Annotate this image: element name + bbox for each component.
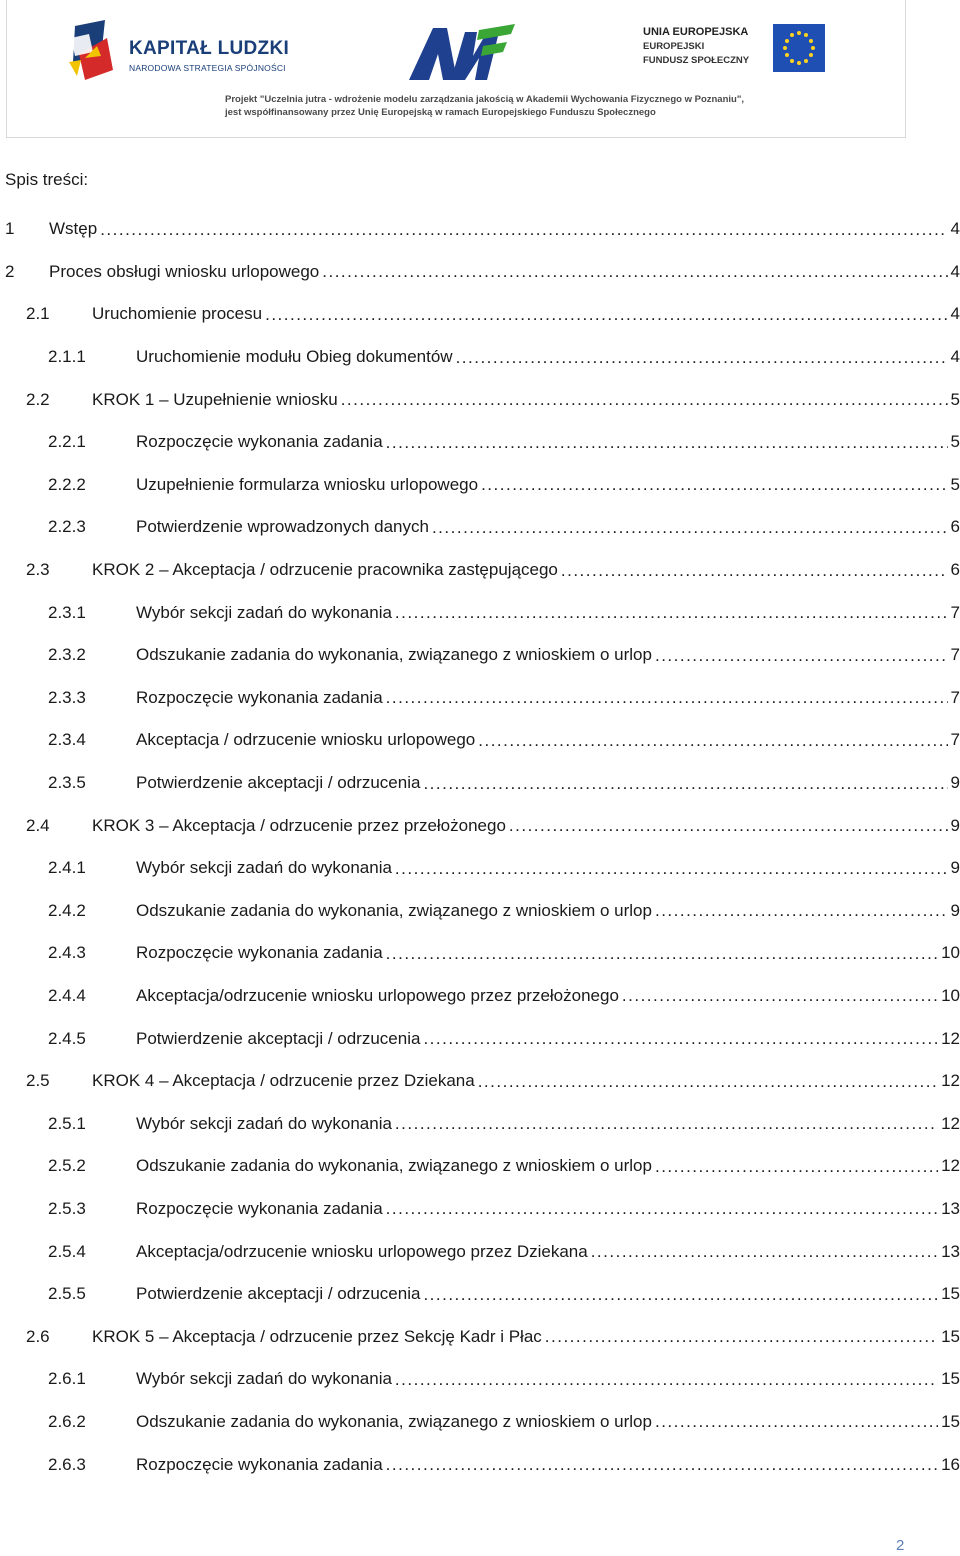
toc-entry[interactable] (0, 1358, 960, 1401)
toc-dot-leader (100, 221, 947, 238)
toc-entry-title: Potwierdzenie akceptacji / odrzucenia (136, 1028, 421, 1048)
toc-entry[interactable] (0, 464, 960, 507)
toc-dot-leader (423, 1286, 938, 1303)
toc-dot-leader (395, 860, 948, 877)
toc-entry-page: 16 (941, 1454, 960, 1474)
toc-entry-number: 2.4.2 (48, 900, 86, 920)
toc-entry-title: Akceptacja/odrzucenie wniosku urlopowego przez przełożonego (136, 985, 619, 1005)
toc-dot-leader (395, 1371, 938, 1388)
toc-entry-page: 4 (950, 347, 960, 367)
page-number: 2 (896, 1537, 905, 1554)
toc-entry-number: 2.2.1 (48, 432, 86, 452)
toc-entry-number: 2.2 (26, 389, 50, 409)
toc-entry-title: Uruchomienie modułu Obieg dokumentów (136, 347, 453, 367)
toc-entry-title: Rozpoczęcie wykonania zadania (136, 1198, 383, 1218)
toc-entry-title: Wybór sekcji zadań do wykonania (136, 858, 392, 878)
toc-entry-number: 2.6.3 (48, 1454, 86, 1474)
toc-dot-leader (509, 817, 948, 834)
kapital-ludzki-emblem-icon (67, 18, 127, 88)
toc-entry-number: 2.5 (26, 1071, 50, 1091)
toc-entry-number: 2.1.1 (48, 347, 86, 367)
toc-entry-page: 10 (941, 943, 960, 963)
toc-entry-title: Wybór sekcji zadań do wykonania (136, 1113, 392, 1133)
toc-entry-number: 2.6.2 (48, 1411, 86, 1431)
toc-entry-number: 2.3.1 (48, 602, 86, 622)
toc-dot-leader (478, 732, 947, 749)
project-line-1: Projekt "Uczelnia jutra - wdrożenie modelu zarządzania jakością w Akademii Wychowania Fizycznego w Poznaniu", (225, 94, 744, 105)
toc-entry-title: KROK 4 – Akceptacja / odrzucenie przez Dziekana (92, 1071, 475, 1091)
eu-logo (643, 22, 843, 84)
toc-entry-number: 1 (5, 219, 15, 239)
toc-entry-number: 2.5.3 (48, 1198, 86, 1218)
toc-dot-leader (655, 1413, 938, 1430)
toc-entry-title: KROK 5 – Akceptacja / odrzucenie przez Sekcję Kadr i Płac (92, 1326, 542, 1346)
toc-entry-page: 13 (941, 1198, 960, 1218)
toc-entry-title: KROK 1 – Uzupełnienie wniosku (92, 389, 338, 409)
toc-entry-number: 2.4.5 (48, 1028, 86, 1048)
toc-entry-page: 15 (941, 1284, 960, 1304)
toc-entry[interactable] (0, 1273, 960, 1316)
toc-entry[interactable] (0, 378, 960, 421)
toc-entry[interactable] (0, 1102, 960, 1145)
toc-entry-title: Wstęp (49, 219, 98, 239)
toc-entry[interactable] (0, 1060, 960, 1103)
toc-entry-number: 2.3.5 (48, 773, 86, 793)
toc-entry-number: 2.3.4 (48, 730, 86, 750)
toc-dot-leader (395, 604, 948, 621)
toc-dot-leader (456, 349, 948, 366)
toc-entry-number: 2.6 (26, 1326, 50, 1346)
toc-entry-title: Potwierdzenie akceptacji / odrzucenia (136, 1284, 421, 1304)
toc-heading: Spis treści: (5, 170, 89, 189)
toc-entry-title: Akceptacja / odrzucenie wniosku urlopowego (136, 730, 476, 750)
toc-entry[interactable] (0, 847, 960, 890)
toc-entry-number: 2.3.2 (48, 645, 86, 665)
toc-dot-leader (265, 306, 947, 323)
toc-dot-leader (386, 434, 948, 451)
toc-dot-leader (561, 562, 948, 579)
toc-entry-title: Wybór sekcji zadań do wykonania (136, 602, 392, 622)
toc-entry-number: 2.3 (26, 560, 50, 580)
toc-entry-page: 4 (950, 304, 960, 324)
toc-entry-title: KROK 3 – Akceptacja / odrzucenie przez przełożonego (92, 815, 506, 835)
toc-entry[interactable] (0, 549, 960, 592)
toc-entry-number: 2.5.4 (48, 1241, 86, 1261)
toc-entry-page: 5 (950, 432, 960, 452)
toc-entry-title: Potwierdzenie akceptacji / odrzucenia (136, 773, 421, 793)
eu-line-1: UNIA EUROPEJSKA (643, 26, 749, 38)
project-description (225, 93, 744, 119)
header-banner (6, 0, 906, 138)
toc-entry-title: Odszukanie zadania do wykonania, związanego z wnioskiem o urlop (136, 900, 652, 920)
toc-entry[interactable] (0, 1401, 960, 1444)
toc-entry-title: Odszukanie zadania do wykonania, związanego z wnioskiem o urlop (136, 1156, 652, 1176)
toc-entry-title: Wybór sekcji zadań do wykonania (136, 1369, 392, 1389)
toc-entry[interactable] (0, 1145, 960, 1188)
toc-entry-number: 2 (5, 261, 15, 281)
toc-entry[interactable] (0, 421, 960, 464)
toc-entry-number: 2.5.2 (48, 1156, 86, 1176)
toc-dot-leader (386, 945, 938, 962)
toc-entry-title: Akceptacja/odrzucenie wniosku urlopowego przez Dziekana (136, 1241, 588, 1261)
toc-entry-number: 2.6.1 (48, 1369, 86, 1389)
toc-entry[interactable] (0, 1017, 960, 1060)
toc-dot-leader (591, 1243, 938, 1260)
toc-entry-page: 6 (950, 517, 960, 537)
toc-entry[interactable] (0, 932, 960, 975)
awf-emblem-icon (407, 20, 517, 84)
toc-entry-page: 15 (941, 1411, 960, 1431)
toc-entry-page: 9 (950, 858, 960, 878)
toc-entry-page: 15 (941, 1369, 960, 1389)
toc-entry-page: 10 (941, 985, 960, 1005)
toc-entry-number: 2.4.1 (48, 858, 86, 878)
awf-logo (407, 20, 517, 84)
toc-dot-leader (386, 1200, 938, 1217)
toc-entry-title: Rozpoczęcie wykonania zadania (136, 943, 383, 963)
toc-entry-title: Uruchomienie procesu (92, 304, 263, 324)
toc-entry-page: 12 (941, 1113, 960, 1133)
toc-entry-page: 7 (950, 687, 960, 707)
toc-entry[interactable] (0, 208, 960, 251)
toc-dot-leader (341, 391, 948, 408)
toc-entry-title: Proces obsługi wniosku urlopowego (49, 261, 320, 281)
toc-dot-leader (423, 775, 947, 792)
toc-entry[interactable] (0, 1230, 960, 1273)
toc-entry[interactable] (0, 975, 960, 1018)
toc-entry-page: 15 (941, 1326, 960, 1346)
table-of-contents (0, 208, 960, 1486)
toc-entry[interactable] (0, 293, 960, 336)
toc-dot-leader (655, 1158, 938, 1175)
toc-entry[interactable] (0, 719, 960, 762)
toc-entry[interactable] (0, 890, 960, 933)
toc-entry-title: Potwierdzenie wprowadzonych danych (136, 517, 429, 537)
toc-entry-title: Odszukanie zadania do wykonania, związanego z wnioskiem o urlop (136, 1411, 652, 1431)
toc-entry[interactable] (0, 336, 960, 379)
toc-entry-page: 9 (950, 773, 960, 793)
toc-entry-page: 4 (950, 261, 960, 281)
toc-entry[interactable] (0, 506, 960, 549)
toc-dot-leader (655, 647, 948, 664)
toc-entry[interactable] (0, 634, 960, 677)
toc-dot-leader (481, 476, 947, 493)
toc-entry-page: 7 (950, 730, 960, 750)
toc-entry-page: 6 (950, 560, 960, 580)
toc-entry-title: Rozpoczęcie wykonania zadania (136, 432, 383, 452)
toc-entry-title: Rozpoczęcie wykonania zadania (136, 1454, 383, 1474)
toc-dot-leader (423, 1030, 938, 1047)
toc-dot-leader (655, 902, 948, 919)
toc-entry-page: 9 (950, 900, 960, 920)
toc-entry-title: KROK 2 – Akceptacja / odrzucenie pracownika zastępującego (92, 560, 558, 580)
toc-entry-page: 5 (950, 474, 960, 494)
toc-entry-number: 2.4.3 (48, 943, 86, 963)
toc-dot-leader (386, 689, 948, 706)
kapital-ludzki-subtitle: NARODOWA STRATEGIA SPÓJNOŚCI (129, 63, 286, 73)
eu-flag-icon (773, 24, 825, 72)
toc-entry-number: 2.4.4 (48, 985, 86, 1005)
toc-dot-leader (322, 263, 947, 280)
toc-entry[interactable] (0, 1188, 960, 1231)
toc-entry-page: 13 (941, 1241, 960, 1261)
toc-entry-title: Odszukanie zadania do wykonania, związanego z wnioskiem o urlop (136, 645, 652, 665)
toc-entry-number: 2.2.2 (48, 474, 86, 494)
toc-entry-page: 12 (941, 1156, 960, 1176)
toc-entry-title: Uzupełnienie formularza wniosku urlopowego (136, 474, 479, 494)
toc-entry[interactable] (0, 251, 960, 294)
toc-entry[interactable] (0, 1315, 960, 1358)
kapital-ludzki-title: KAPITAŁ LUDZKI (129, 38, 290, 59)
toc-entry[interactable] (0, 804, 960, 847)
eu-line-2: EUROPEJSKI (643, 41, 705, 52)
toc-dot-leader (386, 1456, 938, 1473)
toc-entry-page: 5 (950, 389, 960, 409)
toc-entry-title: Rozpoczęcie wykonania zadania (136, 687, 383, 707)
kapital-ludzki-logo (67, 18, 290, 88)
toc-entry[interactable] (0, 1443, 960, 1486)
toc-dot-leader (622, 987, 938, 1004)
toc-entry-number: 2.5.1 (48, 1113, 86, 1133)
project-line-2: jest współfinansowany przez Unię Europejską w ramach Europejskiego Funduszu Społecznego (225, 107, 656, 118)
eu-line-3: FUNDUSZ SPOŁECZNY (643, 55, 750, 66)
toc-entry-page: 4 (950, 219, 960, 239)
toc-entry-number: 2.4 (26, 815, 50, 835)
toc-entry[interactable] (0, 677, 960, 720)
toc-entry-page: 9 (950, 815, 960, 835)
toc-entry-number: 2.2.3 (48, 517, 86, 537)
toc-entry-number: 2.5.5 (48, 1284, 86, 1304)
toc-entry-page: 7 (950, 602, 960, 622)
toc-entry-page: 12 (941, 1028, 960, 1048)
toc-dot-leader (432, 519, 948, 536)
toc-entry-page: 7 (950, 645, 960, 665)
toc-entry-page: 12 (941, 1071, 960, 1091)
toc-dot-leader (478, 1073, 938, 1090)
toc-entry[interactable] (0, 762, 960, 805)
toc-dot-leader (395, 1115, 938, 1132)
toc-entry-number: 2.3.3 (48, 687, 86, 707)
toc-dot-leader (545, 1328, 938, 1345)
toc-entry-number: 2.1 (26, 304, 50, 324)
toc-entry[interactable] (0, 591, 960, 634)
